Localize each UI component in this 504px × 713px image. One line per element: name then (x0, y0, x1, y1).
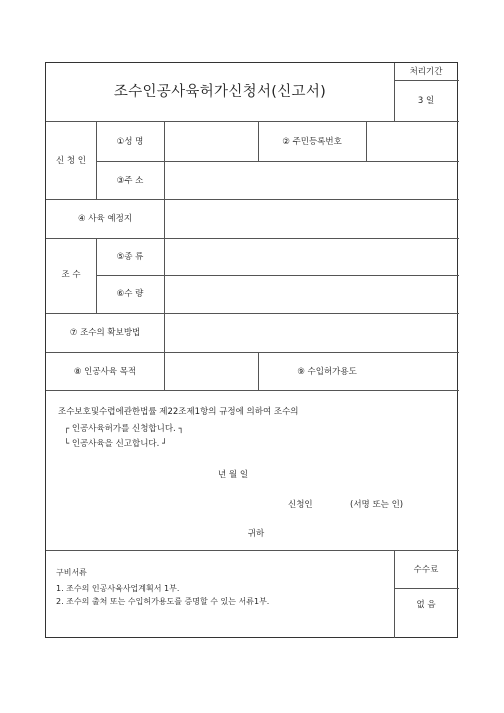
addressee-label: 귀하 (247, 529, 265, 539)
divider (258, 352, 259, 390)
option-apply-permit: ┌ 인공사육허가를 신청합니다. ┐ (64, 424, 184, 434)
form-title: 조수인공사육허가신청서(신고서) (113, 84, 327, 100)
divider (46, 199, 459, 200)
breeding-place-label: ④ 사육 예정지 (77, 214, 133, 224)
breeding-purpose-label: ⑧ 인공사육 목적 (73, 367, 137, 377)
divider (96, 121, 97, 199)
bird-count-value[interactable] (168, 283, 454, 307)
divider (96, 275, 459, 276)
name-value[interactable] (166, 133, 256, 153)
import-purpose-value[interactable] (398, 360, 454, 384)
address-value[interactable] (168, 169, 454, 193)
divider (394, 80, 459, 81)
fee-label: 수수료 (413, 565, 439, 575)
divider (46, 352, 459, 353)
application-form (45, 62, 458, 638)
divider (46, 550, 459, 551)
divider (366, 121, 367, 161)
bird-count-label: ⑥수 량 (116, 289, 144, 299)
acquisition-method-label: ⑦ 조수의 확보방법 (69, 328, 141, 338)
divider (258, 121, 259, 161)
divider (394, 550, 395, 638)
acquisition-method-value[interactable] (168, 321, 454, 345)
divider (46, 121, 459, 122)
import-purpose-label: ⑨ 수입허가용도 (297, 367, 357, 377)
divider (46, 390, 459, 391)
breeding-purpose-value[interactable] (168, 360, 254, 384)
address-label: ③주 소 (116, 176, 144, 186)
processing-period-value: 3 일 (417, 96, 435, 106)
resident-number-label: ② 주민등록번호 (282, 137, 342, 147)
applicant-section-label: 신 청 인 (55, 156, 87, 166)
divider (394, 588, 459, 589)
fee-value: 없 음 (416, 600, 436, 610)
breeding-place-value[interactable] (168, 208, 454, 232)
required-document-1: 1. 조수의 인공사육사업계획서 1부. (56, 584, 180, 593)
resident-number-value[interactable] (369, 133, 455, 153)
divider (46, 313, 459, 314)
name-label: ①성 명 (116, 137, 144, 147)
divider (96, 161, 459, 162)
bird-type-label: ⑤종 류 (116, 252, 144, 262)
applicant-sign-label: 신청인 (288, 500, 313, 510)
processing-period-label: 처리기간 (409, 67, 443, 77)
divider (164, 121, 165, 390)
required-document-2: 2. 조수의 출처 또는 수입허가용도를 증명할 수 있는 서류1부. (56, 597, 270, 606)
divider (394, 63, 395, 121)
bird-type-value[interactable] (168, 245, 454, 269)
signature-note: (서명 또는 인) (350, 500, 404, 510)
divider (96, 238, 97, 313)
divider (46, 238, 459, 239)
required-documents-label: 구비서류 (56, 568, 87, 577)
date-line: 년 월 일 (218, 470, 249, 480)
option-report-breeding: └ 인공사육을 신고합니다. ┘ (64, 439, 168, 449)
law-reference-text: 조수보호및수렵에관한법률 제22조제1항의 규정에 의하여 조수의 (58, 407, 299, 417)
bird-section-label: 조 수 (61, 270, 81, 280)
